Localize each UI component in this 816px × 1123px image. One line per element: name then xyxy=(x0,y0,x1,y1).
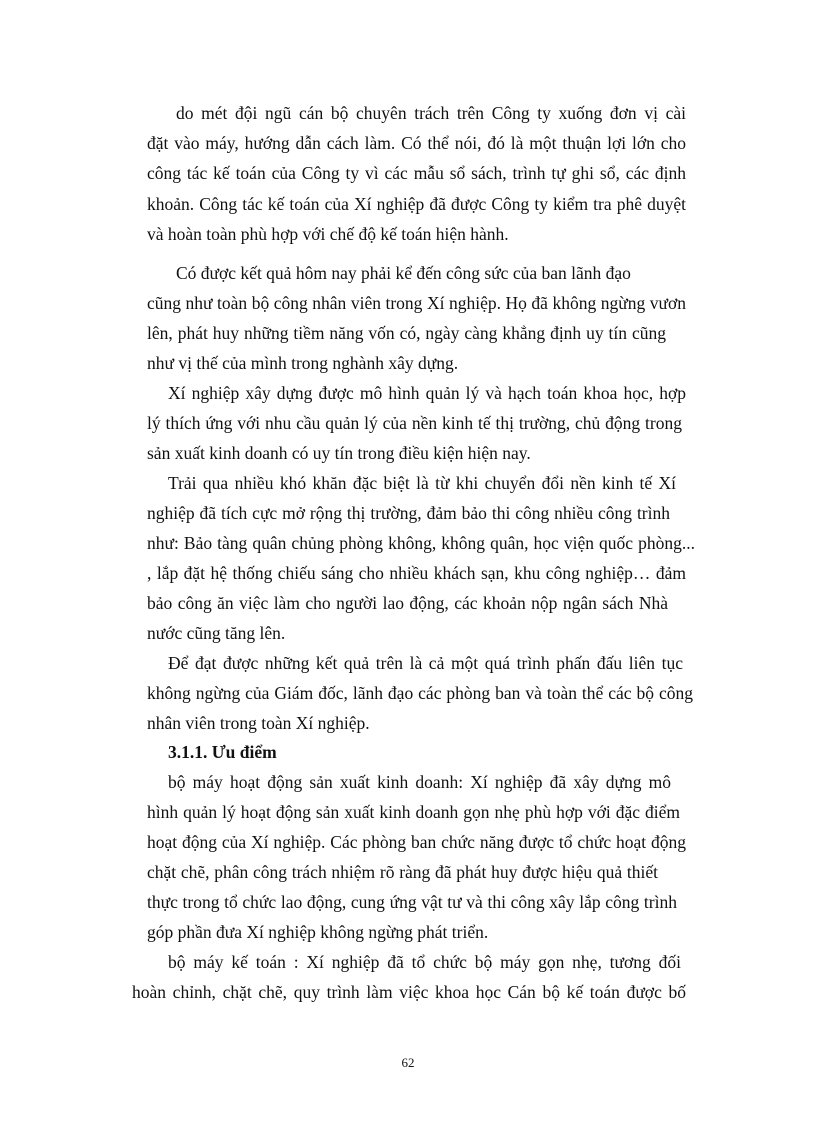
paragraph-7-line-2: hoàn chỉnh, chặt chẽ, quy trình làm việc khoa học Cán bộ kế toán được bố xyxy=(132,982,686,1002)
paragraph-2-line-2: cũng như toàn bộ công nhân viên trong Xí nghiệp. Họ đã không ngừng vươn xyxy=(147,293,686,313)
paragraph-6-line-3: hoạt động của Xí nghiệp. Các phòng ban chức năng được tổ chức hoạt động xyxy=(147,832,686,852)
paragraph-6-line-4: chặt chẽ, phân công trách nhiệm rõ ràng đã phát huy được hiệu quả thiết xyxy=(147,862,658,882)
paragraph-1-line-4: khoản. Công tác kế toán của Xí nghiệp đã được Công ty kiểm tra phê duyệt xyxy=(147,194,686,214)
paragraph-6-line-6: góp phần đưa Xí nghiệp không ngừng phát triển. xyxy=(147,922,489,942)
paragraph-3-line-1: Xí nghiệp xây dựng được mô hình quản lý và hạch toán khoa học, hợp xyxy=(168,383,686,403)
paragraph-6-line-2: hình quản lý hoạt động sản xuất kinh doanh gọn nhẹ phù hợp với đặc điểm xyxy=(147,802,680,822)
paragraph-1-line-5: và hoàn toàn phù hợp với chế độ kế toán hiện hành. xyxy=(147,224,509,244)
paragraph-5-line-2: không ngừng của Giám đốc, lãnh đạo các phòng ban và toàn thể các bộ công xyxy=(147,683,693,703)
paragraph-3-line-2: lý thích ứng với nhu cầu quản lý của nền kinh tế thị trường, chủ động trong xyxy=(147,413,682,433)
paragraph-2-line-1: Có được kết quả hôm nay phải kể đến công sức của ban lãnh đạo xyxy=(176,263,631,283)
paragraph-2-line-4: như vị thế của mình trong nghành xây dựng. xyxy=(147,353,459,373)
paragraph-1-line-1: do mét đội ngũ cán bộ chuyên trách trên Công ty xuống đơn vị cài xyxy=(176,103,686,123)
paragraph-4-line-3: như: Bảo tàng quân chủng phòng không, không quân, học viện quốc phòng... xyxy=(147,533,695,553)
paragraph-6-line-1: bộ máy hoạt động sản xuất kinh doanh: Xí nghiệp đã xây dựng mô xyxy=(168,772,671,792)
paragraph-2-line-3: lên, phát huy những tiềm năng vốn có, ngày càng khẳng định uy tín cũng xyxy=(147,323,666,343)
paragraph-4-line-5: bảo công ăn việc làm cho người lao động, các khoản nộp ngân sách Nhà xyxy=(147,593,668,613)
page-number: 62 xyxy=(401,1055,415,1070)
paragraph-4-line-2: nghiệp đã tích cực mở rộng thị trường, đảm bảo thi công nhiều công trình xyxy=(147,503,670,523)
paragraph-7-line-1: bộ máy kế toán : Xí nghiệp đã tổ chức bộ máy gọn nhẹ, tương đối xyxy=(168,952,681,972)
paragraph-4-line-4: , lắp đặt hệ thống chiếu sáng cho nhiều khách sạn, khu công nghiệp… đảm xyxy=(147,563,686,583)
section-heading: 3.1.1. Ưu điểm xyxy=(168,742,277,762)
paragraph-1-line-3: công tác kế toán của Công ty vì các mẫu sổ sách, trình tự ghi sổ, các định xyxy=(147,163,686,183)
paragraph-5-line-3: nhân viên trong toàn Xí nghiệp. xyxy=(147,713,370,733)
paragraph-4-line-6: nước cũng tăng lên. xyxy=(147,623,286,643)
paragraph-6-line-5: thực trong tổ chức lao động, cung ứng vật tư và thi công xây lắp công trình xyxy=(147,892,677,912)
paragraph-1-line-2: đặt vào máy, hướng dẫn cách làm. Có thể nói, đó là một thuận lợi lớn cho xyxy=(147,133,686,153)
paragraph-4-line-1: Trải qua nhiều khó khăn đặc biệt là từ khi chuyển đổi nền kinh tế Xí xyxy=(168,473,676,493)
paragraph-5-line-1: Để đạt được những kết quả trên là cả một quá trình phấn đấu liên tục xyxy=(168,653,683,673)
paragraph-3-line-3: sản xuất kinh doanh có uy tín trong điều kiện hiện nay. xyxy=(147,443,531,463)
